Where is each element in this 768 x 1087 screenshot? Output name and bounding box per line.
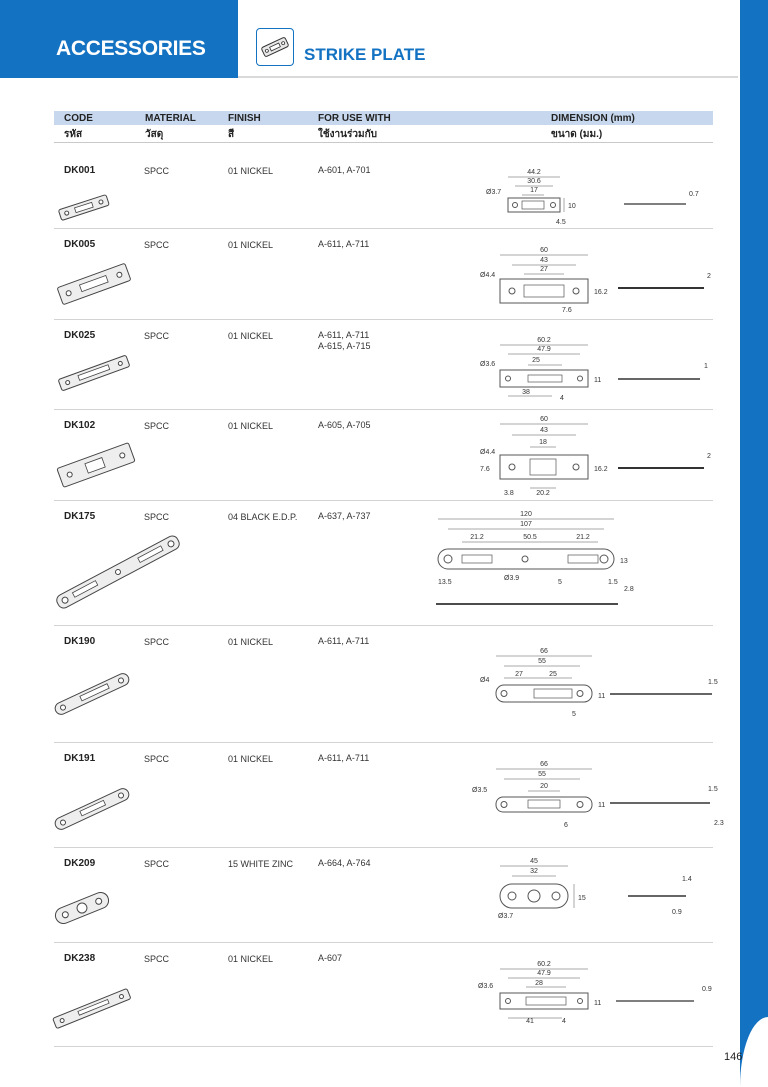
dim-inner: 43 [540,257,548,264]
dim-inner: 32 [530,868,538,875]
product-image [50,979,134,1039]
dim-height: 16.2 [594,289,608,296]
dim-height: 13 [620,558,628,565]
dim-center: 50.5 [523,534,537,541]
col-material: MATERIAL [145,113,196,124]
dim-offset: 6 [564,822,568,829]
dim-hole: Ø4.4 [480,449,496,456]
product-material: SPCC [144,954,170,964]
dim-inner: 30.6 [527,178,541,185]
product-code: DK025 [64,330,96,341]
header-rule [238,76,738,78]
dim-overall: 66 [540,761,548,768]
dim-left: 38 [522,389,530,396]
product-code: DK102 [64,420,96,431]
dim-offset: 4 [560,395,564,402]
product-material: SPCC [144,637,170,647]
product-row-dk175 [54,501,713,626]
product-finish: 04 BLACK E.D.P. [228,512,298,522]
dim-inner: 55 [538,771,546,778]
product-use: A-611, A-711 [318,239,370,249]
dim-inner: 43 [540,427,548,434]
dimension-drawing [432,511,712,623]
product-finish: 01 NICKEL [228,637,274,647]
product-row-dk238 [54,943,713,1047]
dim-offset: 4.5 [556,219,566,226]
dim-thickness: 0.9 [702,986,712,993]
col-code-th: รหัส [64,129,83,140]
dim-hole: Ø4 [480,677,490,684]
product-finish: 01 NICKEL [228,240,274,250]
product-image [54,348,134,398]
product-material: SPCC [144,754,170,764]
dim-inner: 107 [520,521,532,528]
product-finish: 01 NICKEL [228,754,274,764]
product-material: SPCC [144,240,170,250]
product-row-dk001 [54,155,713,229]
dim-height: 11 [594,1000,602,1007]
dimension-drawing [424,761,724,846]
dim-slot: 25 [532,357,540,364]
col-dimension-th: ขนาด (มม.) [551,129,603,140]
dim-overall: 45 [530,858,538,865]
dim-height: 15 [578,895,586,902]
dim-left: 3.8 [504,490,514,497]
strike-plate-icon [256,28,294,66]
dimension-drawing [424,414,711,500]
dim-t1: 1.4 [682,876,692,883]
dim-inner: 55 [538,658,546,665]
product-code: DK191 [64,753,96,764]
dim-hole: Ø3.7 [486,189,502,196]
product-code: DK190 [64,636,96,647]
dimension-drawing [424,648,718,723]
dim-thickness: 1 [704,363,708,370]
product-image [50,664,134,724]
dim-offset: 7.6 [562,307,572,314]
dim-hole: Ø4.4 [480,272,496,279]
dim-offset: 5 [572,711,576,718]
dim-slot: 18 [539,439,547,446]
col-finish: FINISH [228,113,261,124]
product-use: A-611, A-711 [318,753,370,763]
dim-hole: Ø3.7 [498,913,514,920]
product-code: DK209 [64,858,96,869]
dim-overall: 120 [520,511,532,518]
product-material: SPCC [144,421,170,431]
col-use: FOR USE WITH [318,113,391,124]
page-subtitle: STRIKE PLATE [304,45,426,64]
product-finish: 01 NICKEL [228,954,274,964]
dim-left: 27 [515,671,523,678]
dim-offset: 4 [562,1018,566,1025]
dim-side: 7.6 [480,466,490,473]
product-finish: 01 NICKEL [228,421,274,431]
product-finish: 01 NICKEL [228,166,274,176]
dim-thickness: 0.7 [689,191,699,198]
dim-slot: 17 [530,187,538,194]
dim-slot-left: 21.2 [470,534,484,541]
dim-overall: 60.2 [537,337,551,344]
product-row-dk025 [54,320,713,410]
dim-thickness: 2 [707,453,711,460]
dimension-drawing [424,241,711,321]
product-row-dk191 [54,743,724,848]
dim-overall: 60 [540,416,548,423]
dim-overall: 66 [540,648,548,655]
col-finish-th: สี [228,129,235,140]
dim-thickness: 2 [707,273,711,280]
dim-height: 11 [598,802,606,809]
product-row-dk102 [54,410,713,501]
dim-hole: Ø3.9 [504,575,520,582]
product-row-dk190 [54,626,718,743]
product-image [54,259,134,309]
dim-thickness: 1.5 [708,786,718,793]
dim-t1: 1.5 [608,579,618,586]
product-use: A-607 [318,953,343,963]
dim-slot: 27 [540,266,548,273]
col-material-th: วัสดุ [145,129,164,140]
dim-height: 11 [594,377,602,384]
col-use-th: ใช้งานร่วมกับ [318,129,377,140]
product-finish: 15 WHITE ZINC [228,859,294,869]
dimension-drawing [424,961,712,1047]
dim-overall: 44.2 [527,169,541,176]
dim-hole: Ø3.5 [472,787,488,794]
dim-height: 16.2 [594,466,608,473]
product-use: A-605, A-705 [318,420,371,430]
dim-slot-right: 21.2 [576,534,590,541]
page-number: 146 [724,1051,743,1063]
col-dimension: DIMENSION (mm) [551,113,635,124]
dim-left: 41 [526,1018,534,1025]
dim-slot: 25 [549,671,557,678]
product-finish: 01 NICKEL [228,331,274,341]
product-material: SPCC [144,166,170,176]
dim-t2: 0.9 [672,909,682,916]
dim-hole: Ø3.6 [478,983,494,990]
dim-inner: 47.9 [537,346,551,353]
product-code: DK005 [64,239,96,250]
product-image [48,529,188,615]
product-image [54,190,114,225]
product-code: DK238 [64,953,96,964]
side-accent-bar [740,0,768,1087]
dim-overall: 60 [540,247,548,254]
section-title: ACCESSORIES [56,37,206,60]
header-divider [54,142,713,143]
product-code: DK175 [64,511,96,522]
product-image [54,440,138,490]
product-image [50,779,134,839]
product-image [50,886,114,931]
product-material: SPCC [144,512,170,522]
dim-height: 11 [598,693,606,700]
product-use: A-637, A-737 [318,511,371,521]
dim-hole: Ø3.6 [480,361,496,368]
product-use: A-611, A-711 A-615, A-715 [318,330,371,351]
dim-t2: 2.3 [714,820,724,827]
product-material: SPCC [144,331,170,341]
dim-left: 13.5 [438,579,452,586]
dimension-drawing [424,856,694,936]
product-use: A-601, A-701 [318,165,371,175]
dim-bottom: 20.2 [536,490,550,497]
product-row-dk005 [54,229,713,320]
dim-slot: 28 [535,980,543,987]
dim-inner: 47.9 [537,970,551,977]
product-use: A-664, A-764 [318,858,371,868]
dim-thickness: 1.5 [708,679,718,686]
col-code: CODE [64,113,93,124]
dim-overall: 60.2 [537,961,551,968]
dimension-drawing [424,334,708,409]
product-material: SPCC [144,859,170,869]
product-use: A-611, A-711 [318,636,370,646]
dim-t2: 2.8 [624,586,634,593]
dim-slot: 20 [540,783,548,790]
dimension-drawing [424,160,699,230]
dim-height: 10 [568,203,576,210]
product-row-dk209 [54,848,713,943]
section-banner [0,0,238,78]
product-code: DK001 [64,165,96,176]
dim-offset: 5 [558,579,562,586]
